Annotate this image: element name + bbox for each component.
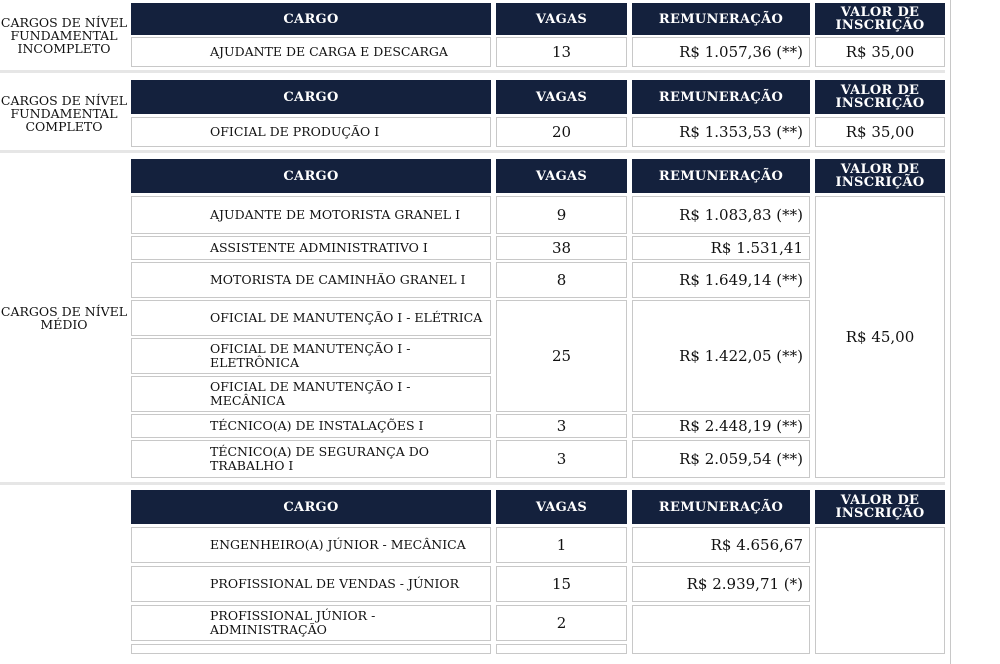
table-row-remuneracao: R$ 1.353,53 (**) bbox=[632, 117, 810, 147]
table-row-remuneracao: R$ 2.939,71 (*) bbox=[632, 566, 810, 602]
section-divider bbox=[0, 150, 945, 153]
header-valor-inscricao: VALOR DE INSCRIÇÃO bbox=[815, 490, 945, 524]
section-divider bbox=[0, 70, 945, 73]
table-row-cargo-partial bbox=[131, 644, 491, 654]
group-label: CARGOS DE NÍVEL FUNDAMENTAL INCOMPLETO bbox=[0, 14, 128, 56]
header-cargo: CARGO bbox=[131, 159, 491, 193]
header-valor-inscricao: VALOR DE INSCRIÇÃO bbox=[815, 80, 945, 114]
table-row-valor-inscricao: R$ 45,00 bbox=[815, 196, 945, 478]
header-remuneracao: REMUNERAÇÃO bbox=[632, 490, 810, 524]
table-row-cargo: OFICIAL DE MANUTENÇÃO I - MECÂNICA bbox=[131, 376, 491, 412]
table-row-cargo: OFICIAL DE MANUTENÇÃO I - ELÉTRICA bbox=[131, 300, 491, 336]
table-row-vagas: 38 bbox=[496, 236, 627, 260]
page-border-right bbox=[950, 0, 951, 664]
group-label: CARGOS DE NÍVEL MÉDIO bbox=[0, 304, 128, 332]
header-cargo: CARGO bbox=[131, 3, 491, 35]
table-row-cargo: MOTORISTA DE CAMINHÃO GRANEL I bbox=[131, 262, 491, 298]
table-row-vagas: 3 bbox=[496, 414, 627, 438]
table-row-cargo: OFICIAL DE PRODUÇÃO I bbox=[131, 117, 491, 147]
header-vagas: VAGAS bbox=[496, 159, 627, 193]
table-row-cargo: OFICIAL DE MANUTENÇÃO I - ELETRÔNICA bbox=[131, 338, 491, 374]
table-row-valor-inscricao: R$ 35,00 bbox=[815, 117, 945, 147]
table-row-cargo: ENGENHEIRO(A) JÚNIOR - MECÂNICA bbox=[131, 527, 491, 563]
table-row-remuneracao: R$ 2.059,54 (**) bbox=[632, 440, 810, 478]
table-row-vagas: 9 bbox=[496, 196, 627, 234]
header-valor-inscricao: VALOR DE INSCRIÇÃO bbox=[815, 3, 945, 35]
table-row-vagas: 20 bbox=[496, 117, 627, 147]
table-row-cargo: TÉCNICO(A) DE INSTALAÇÕES I bbox=[131, 414, 491, 438]
header-cargo: CARGO bbox=[131, 80, 491, 114]
table-row-vagas: 1 bbox=[496, 527, 627, 563]
table-row-remuneracao: R$ 1.649,14 (**) bbox=[632, 262, 810, 298]
table-row-remuneracao bbox=[632, 605, 810, 654]
header-remuneracao: REMUNERAÇÃO bbox=[632, 80, 810, 114]
header-vagas: VAGAS bbox=[496, 490, 627, 524]
table-row-vagas: 2 bbox=[496, 605, 627, 641]
header-vagas: VAGAS bbox=[496, 3, 627, 35]
section-divider bbox=[0, 482, 945, 485]
table-row-remuneracao: R$ 1.531,41 bbox=[632, 236, 810, 260]
table-row-valor-inscricao: R$ 35,00 bbox=[815, 37, 945, 67]
group-label: CARGOS DE NÍVEL FUNDAMENTAL COMPLETO bbox=[0, 92, 128, 134]
table-row-vagas-partial bbox=[496, 644, 627, 654]
table-row-remuneracao: R$ 1.057,36 (**) bbox=[632, 37, 810, 67]
table-row-cargo: AJUDANTE DE MOTORISTA GRANEL I bbox=[131, 196, 491, 234]
header-valor-inscricao: VALOR DE INSCRIÇÃO bbox=[815, 159, 945, 193]
group-label bbox=[0, 490, 128, 650]
header-cargo: CARGO bbox=[131, 490, 491, 524]
header-remuneracao: REMUNERAÇÃO bbox=[632, 159, 810, 193]
table-row-vagas: 25 bbox=[496, 300, 627, 412]
table-row-vagas: 8 bbox=[496, 262, 627, 298]
table-row-vagas: 15 bbox=[496, 566, 627, 602]
table-row-cargo: ASSISTENTE ADMINISTRATIVO I bbox=[131, 236, 491, 260]
table-row-valor-inscricao bbox=[815, 527, 945, 654]
header-remuneracao: REMUNERAÇÃO bbox=[632, 3, 810, 35]
table-row-remuneracao: R$ 1.422,05 (**) bbox=[632, 300, 810, 412]
table-row-vagas: 13 bbox=[496, 37, 627, 67]
table-row-remuneracao: R$ 1.083,83 (**) bbox=[632, 196, 810, 234]
table-row-cargo: AJUDANTE DE CARGA E DESCARGA bbox=[131, 37, 491, 67]
table-row-cargo: PROFISSIONAL DE VENDAS - JÚNIOR bbox=[131, 566, 491, 602]
table-row-cargo: PROFISSIONAL JÚNIOR - ADMINISTRAÇÃO bbox=[131, 605, 491, 641]
table-row-vagas: 3 bbox=[496, 440, 627, 478]
table-row-remuneracao: R$ 2.448,19 (**) bbox=[632, 414, 810, 438]
table-row-cargo: TÉCNICO(A) DE SEGURANÇA DO TRABALHO I bbox=[131, 440, 491, 478]
table-row-remuneracao: R$ 4.656,67 bbox=[632, 527, 810, 563]
header-vagas: VAGAS bbox=[496, 80, 627, 114]
